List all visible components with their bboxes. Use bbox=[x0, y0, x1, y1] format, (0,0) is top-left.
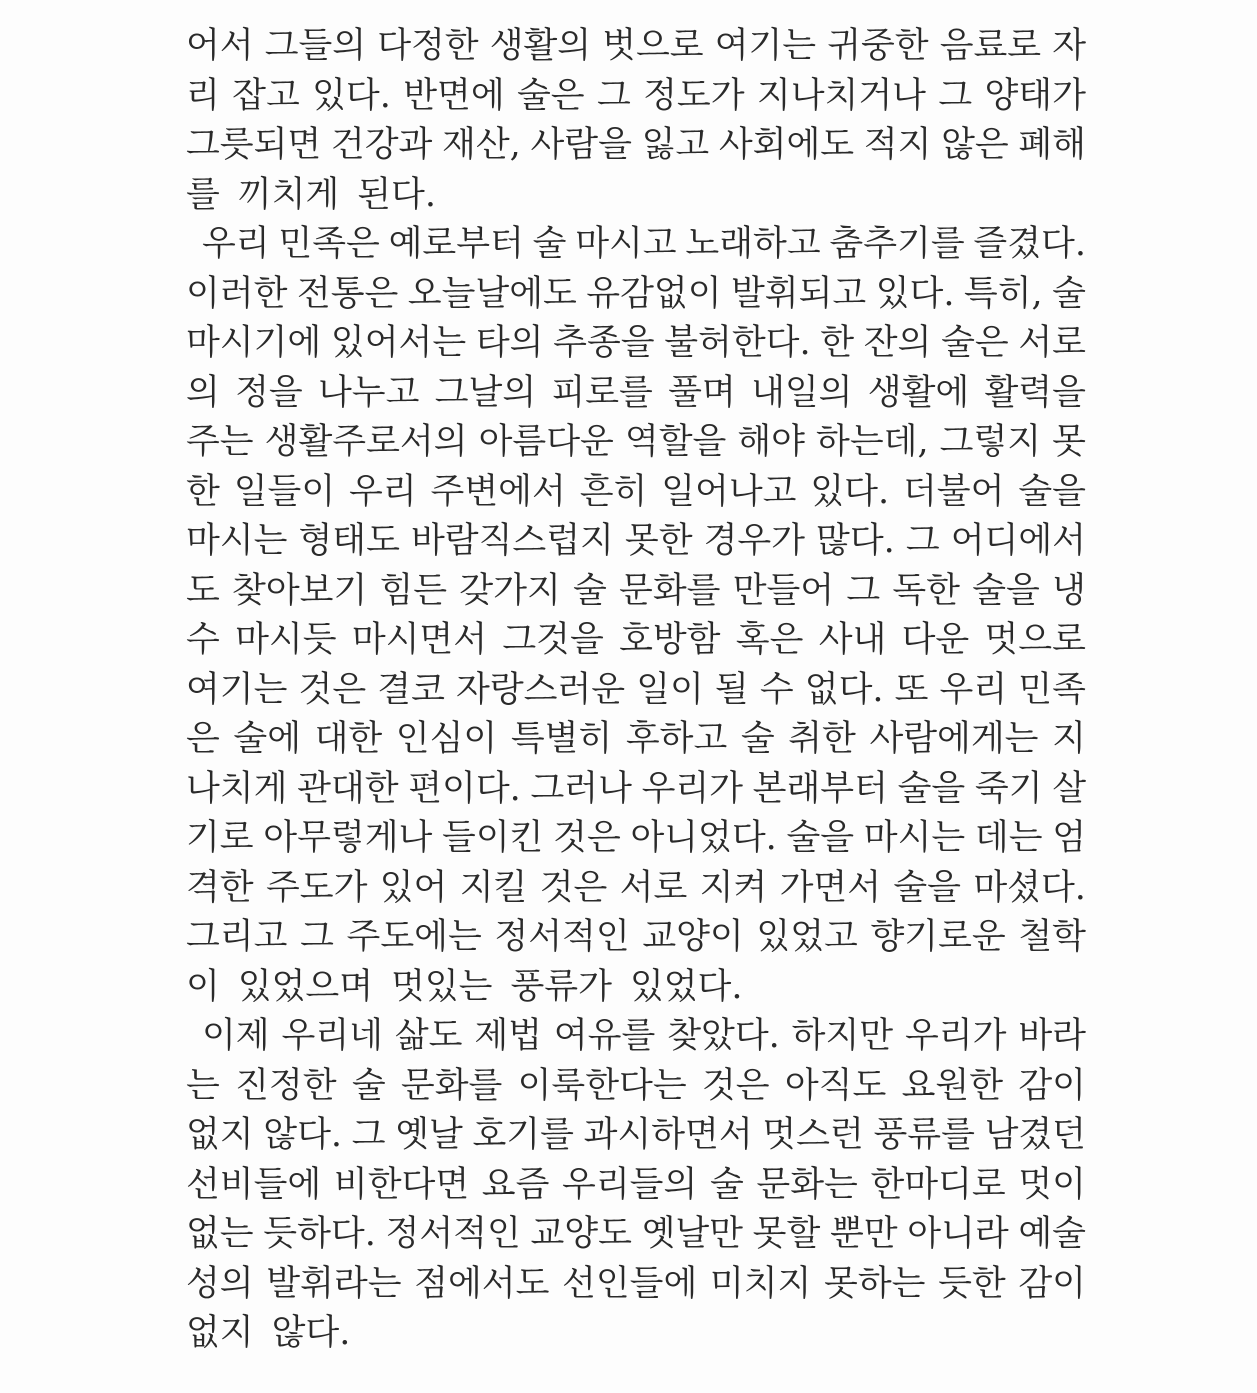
text-line: 여기는 것은 결코 자랑스러운 일이 될 수 없다. 또 우리 민족 bbox=[186, 669, 1086, 710]
text-line: 선비들에 비한다면 요즘 우리들의 술 문화는 한마디로 멋이 bbox=[186, 1164, 1086, 1205]
text-line: 어서 그들의 다정한 생활의 벗으로 여기는 귀중한 음료로 자 bbox=[186, 26, 1086, 66]
text-line: 은 술에 대한 인심이 특별히 후하고 술 취한 사람에게는 지 bbox=[186, 719, 1086, 759]
text-line: 나치게 관대한 편이다. 그러나 우리가 본래부터 술을 죽기 살 bbox=[186, 768, 1086, 809]
text-line: 그리고 그 주도에는 정서적인 교양이 있었고 향기로운 철학 bbox=[186, 917, 1086, 957]
text-line: 마시기에 있어서는 타의 추종을 불허한다. 한 잔의 술은 서로 bbox=[186, 323, 1086, 363]
text-line: 그릇되면 건강과 재산, 사람을 잃고 사회에도 적지 않은 폐해 bbox=[186, 125, 1086, 165]
text-line: 우리 민족은 예로부터 술 마시고 노래하고 춤추기를 즐겼다. bbox=[202, 224, 1086, 264]
text-line: 이제 우리네 삶도 제법 여유를 찾았다. 하지만 우리가 바라 bbox=[202, 1016, 1086, 1056]
text-line: 를 끼치게 된다. bbox=[186, 174, 436, 215]
text-line: 격한 주도가 있어 지킬 것은 서로 지켜 가면서 술을 마셨다. bbox=[186, 867, 1086, 908]
text-line: 도 찾아보기 힘든 갖가지 술 문화를 만들어 그 독한 술을 냉 bbox=[186, 570, 1086, 611]
text-line: 이 있었으며 멋있는 풍류가 있었다. bbox=[186, 966, 743, 1007]
text-line: 없지 않다. 그 옛날 호기를 과시하면서 멋스런 풍류를 남겼던 bbox=[186, 1115, 1086, 1155]
text-line: 주는 생활주로서의 아름다운 역할을 해야 하는데, 그렇지 못 bbox=[186, 422, 1086, 462]
body-text bbox=[186, 22, 1086, 1359]
text-line: 성의 발휘라는 점에서도 선인들에 미치지 못하는 듯한 감이 bbox=[186, 1263, 1086, 1304]
text-line: 수 마시듯 마시면서 그것을 호방함 혹은 사내 다운 멋으로 bbox=[186, 620, 1086, 660]
text-line: 없는 듯하다. 정서적인 교양도 옛날만 못할 뿐만 아니라 예술 bbox=[186, 1214, 1086, 1254]
text-line: 기로 아무렇게나 들이킨 것은 아니었다. 술을 마시는 데는 엄 bbox=[186, 818, 1086, 858]
text-line: 한 일들이 우리 주변에서 흔히 일어나고 있다. 더불어 술을 bbox=[186, 471, 1086, 512]
text-line: 의 정을 나누고 그날의 피로를 풀며 내일의 생활에 활력을 bbox=[186, 372, 1086, 413]
text-line: 없지 않다. bbox=[186, 1313, 351, 1353]
text-line: 이러한 전통은 오늘날에도 유감없이 발휘되고 있다. 특히, 술 bbox=[186, 273, 1086, 314]
text-line: 리 잡고 있다. 반면에 술은 그 정도가 지나치거나 그 양태가 bbox=[186, 75, 1086, 116]
text-line: 는 진정한 술 문화를 이룩한다는 것은 아직도 요원한 감이 bbox=[186, 1065, 1086, 1106]
text-line: 마시는 형태도 바람직스럽지 못한 경우가 많다. 그 어디에서 bbox=[186, 521, 1086, 561]
